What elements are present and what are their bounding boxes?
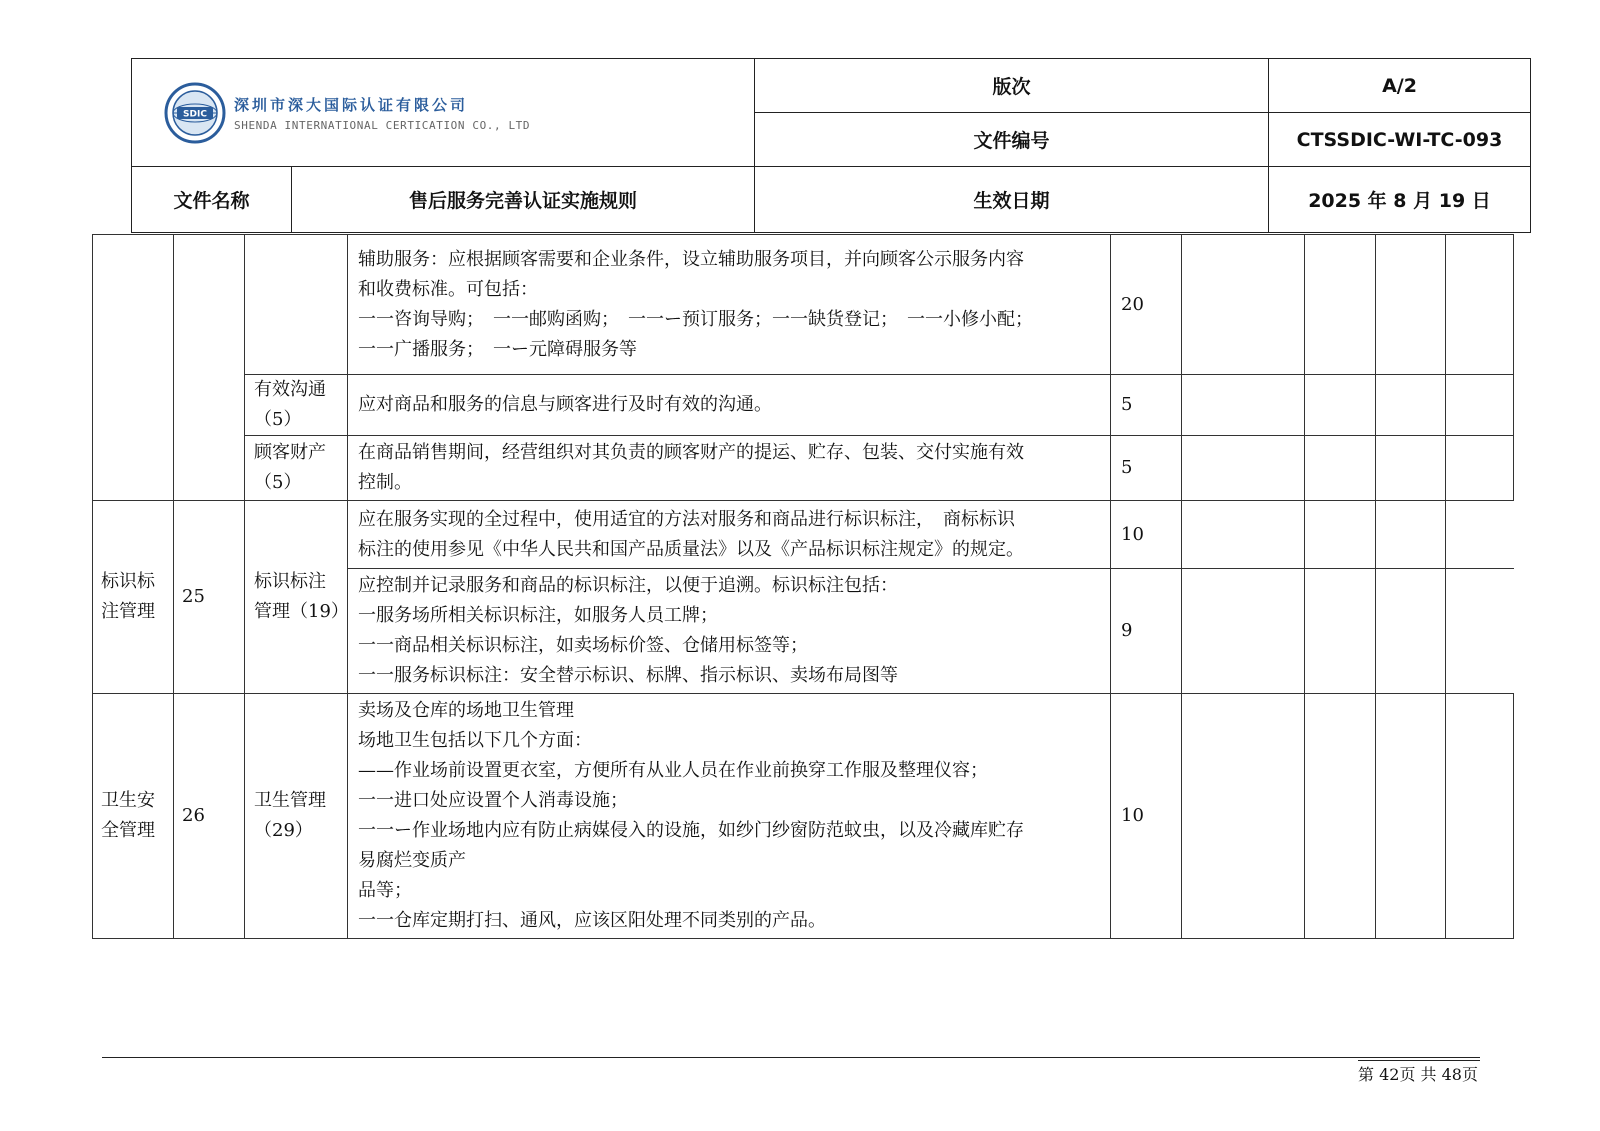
- requirement-cell: [348, 436, 1111, 501]
- requirement-cell: [348, 235, 1111, 375]
- item-cell: [245, 501, 348, 694]
- blank-cell: [1376, 569, 1446, 694]
- document-header: [131, 58, 1531, 233]
- blank-cell: [1305, 501, 1376, 569]
- category-line: 全管理: [101, 820, 155, 841]
- score-cell: 10: [1111, 694, 1182, 939]
- score-cell: 5: [1111, 375, 1182, 436]
- blank-cell: [1182, 436, 1305, 501]
- category-line: 卫生安: [101, 790, 155, 811]
- sdic-logo-icon: [164, 82, 226, 144]
- item-line: 卫生管理: [254, 790, 326, 811]
- requirement-cell: [348, 569, 1111, 694]
- blank-cell: [1182, 694, 1305, 939]
- criteria-table: [92, 234, 1514, 939]
- blank-cell: [1182, 569, 1305, 694]
- item-cell: [245, 694, 348, 939]
- item-line: （29）: [254, 820, 313, 841]
- number-cell: 25: [174, 501, 245, 694]
- requirement-line: 一一服务标识标注：安全替示标识、标牌、指示标识、卖场布局图等: [358, 665, 898, 686]
- score-cell: 20: [1111, 235, 1182, 375]
- blank-cell: [1182, 375, 1305, 436]
- requirement-line: ——作业场前设置更衣室，方便所有从业人员在作业前换穿工作服及整理仪容；: [358, 760, 988, 781]
- blank-cell: [1446, 375, 1514, 436]
- requirement-line: 一一咨询导购； 一一邮购函购； 一一ー预订服务；一一缺货登记； 一一小修小配；: [358, 308, 1033, 330]
- item-line: 标识标注: [254, 571, 326, 592]
- date-label: 生效日期: [755, 167, 1269, 233]
- category-cell: [93, 235, 174, 501]
- page-number: 第 42页 共 48页: [1358, 1065, 1478, 1084]
- table-row: [93, 694, 1514, 939]
- requirement-line: 控制。: [358, 472, 412, 493]
- blank-cell: [1376, 501, 1446, 569]
- number-cell: [174, 235, 245, 501]
- version-label: 版次: [755, 59, 1269, 113]
- requirement-line: 和收费标准。可包括：: [358, 278, 538, 300]
- blank-cell: [1376, 436, 1446, 501]
- blank-cell: [1446, 569, 1514, 694]
- item-line: 顾客财产: [254, 442, 326, 463]
- requirement-line: 标注的使用参见《中华人民共和国产品质量法》以及《产品标识标注规定》的规定。: [358, 538, 1024, 560]
- requirement-cell: 应对商品和服务的信息与顾客进行及时有效的沟通。: [348, 375, 1111, 436]
- requirement-line: 易腐烂变质产: [358, 850, 466, 871]
- footer-divider: [102, 1057, 1480, 1058]
- item-line: （5）: [254, 472, 302, 493]
- company-logo-block: [132, 59, 755, 167]
- item-cell: [245, 436, 348, 501]
- blank-cell: [1305, 375, 1376, 436]
- blank-cell: [1446, 694, 1514, 939]
- logo-mark-text: SDIC: [183, 109, 207, 119]
- blank-cell: [1182, 235, 1305, 375]
- table-row: [93, 501, 1514, 569]
- company-name-cn: 深圳市深大国际认证有限公司: [234, 95, 469, 114]
- blank-cell: [1305, 569, 1376, 694]
- blank-cell: [1182, 501, 1305, 569]
- item-line: 有效沟通: [254, 379, 326, 400]
- requirement-line: 场地卫生包括以下几个方面：: [358, 730, 592, 751]
- company-name-en: SHENDA INTERNATIONAL CERTICATION CO., LTD: [234, 118, 531, 132]
- blank-cell: [1376, 694, 1446, 939]
- requirement-cell: [348, 501, 1111, 569]
- category-line: 标识标: [101, 571, 155, 592]
- requirement-line: 卖场及仓库的场地卫生管理: [358, 700, 574, 721]
- requirement-cell: [348, 694, 1111, 939]
- blank-cell: [1446, 501, 1514, 569]
- category-cell: [93, 694, 174, 939]
- table-row: [93, 436, 1514, 501]
- blank-cell: [1376, 235, 1446, 375]
- requirement-line: 应在服务实现的全过程中，使用适宜的方法对服务和商品进行标识标注， 商标标识: [358, 508, 1015, 530]
- requirement-line: 一一商品相关标识标注，如卖场标价签、仓储用标签等；: [358, 635, 808, 656]
- score-cell: 10: [1111, 501, 1182, 569]
- requirement-line: 应控制并记录服务和商品的标识标注，以便于追溯。标识标注包括：: [358, 575, 898, 596]
- blank-cell: [1376, 375, 1446, 436]
- category-line: 注管理: [101, 601, 155, 622]
- table-row: [93, 235, 1514, 375]
- requirement-line: 一一仓库定期打扫、通风，应该区阳处理不同类别的产品。: [358, 910, 826, 931]
- requirement-line: 一服务场所相关标识标注，如服务人员工牌；: [358, 605, 718, 626]
- blank-cell: [1446, 235, 1514, 375]
- docno-value: CTSSDIC-WI-TC-093: [1269, 113, 1531, 167]
- item-cell: [245, 375, 348, 436]
- requirement-line: 在商品销售期间，经营组织对其负责的顾客财产的提运、贮存、包装、交付实施有效: [358, 442, 1024, 463]
- blank-cell: [1305, 694, 1376, 939]
- number-cell: 26: [174, 694, 245, 939]
- docno-label: 文件编号: [755, 113, 1269, 167]
- requirement-line: 辅助服务：应根据顾客需要和企业条件，设立辅助服务项目，并向顾客公示服务内容: [358, 248, 1024, 270]
- item-line: （5）: [254, 409, 302, 430]
- score-cell: 9: [1111, 569, 1182, 694]
- requirement-line: 一一广播服务； 一ー元障碍服务等: [358, 338, 637, 360]
- docname-label: 文件名称: [132, 167, 292, 233]
- footer-page-rule: [1358, 1060, 1480, 1061]
- blank-cell: [1305, 436, 1376, 501]
- category-cell: [93, 501, 174, 694]
- item-line: 管理（19）: [254, 601, 349, 622]
- requirement-line: 一一进口处应设置个人消毒设施；: [358, 790, 628, 811]
- version-value: A/2: [1269, 59, 1531, 113]
- table-row: [93, 375, 1514, 436]
- item-cell: [245, 235, 348, 375]
- docname-value: 售后服务完善认证实施规则: [292, 167, 755, 233]
- blank-cell: [1305, 235, 1376, 375]
- score-cell: 5: [1111, 436, 1182, 501]
- blank-cell: [1446, 436, 1514, 501]
- requirement-line: 一一ー作业场地内应有防止病媒侵入的设施，如纱门纱窗防范蚊虫，以及冷藏库贮存: [358, 820, 1024, 841]
- requirement-line: 品等；: [358, 880, 412, 901]
- date-value: 2025 年 8 月 19 日: [1269, 167, 1531, 233]
